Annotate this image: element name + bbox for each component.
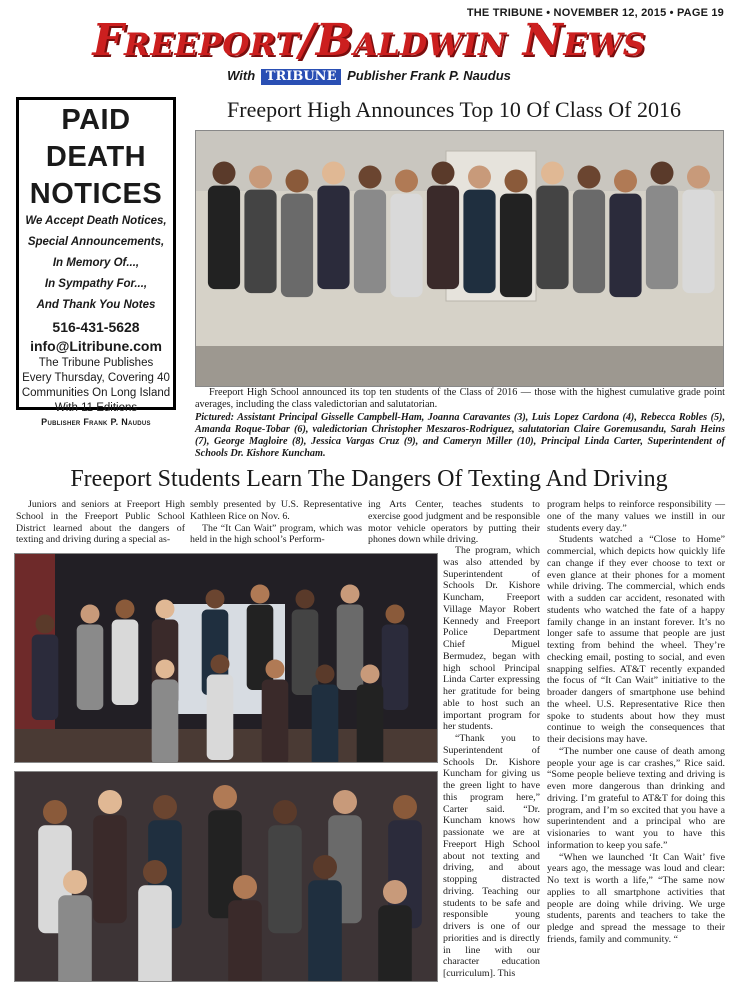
person-figure bbox=[36, 615, 55, 634]
person-figure bbox=[77, 624, 104, 710]
person-figure bbox=[578, 166, 601, 189]
person-figure bbox=[156, 660, 175, 679]
story2-paragraph: “The number one cause of death among people your age is car crashes,” Rice said. “Some people believe texting and driving is even more dangerous than drinking and driving. I’m grateful to AT&T for doing this program, and I’m so excited that you have a superintendent and a principal who are visionaries to want you to have this information to keep you safe.” bbox=[547, 745, 725, 851]
person-figure bbox=[262, 679, 289, 763]
person-figure bbox=[573, 190, 605, 294]
story2-paragraph: “When we launched ‘It Can Wait’ five years ago, the message was loud and clear: No text is worth a life,” “The same now applies to all smartphone activities that people are doing while driving. We urge students, parents and teachers to take the pledge and spread the message to their friends, family and community. “ bbox=[547, 851, 725, 945]
notice-publisher: Publisher Frank P. Naudus bbox=[41, 417, 151, 427]
person-figure bbox=[333, 790, 357, 814]
person-figure bbox=[382, 624, 409, 710]
person-figure bbox=[286, 170, 309, 193]
caption-pictured: Pictured: Assistant Principal Gisselle Campbell-Ham, Joanna Caravantes (3), Luis Lopez Cardona (4), Rebecca Robles (5), Amanda Roque-Tobar (6), valedictorian Christopher Meszaros-Rodriguez, salutatorian Claire Goremusandu, Sarah Heins (7), George Magloire (8), Jessica Vargas Cruz (9), and Cameryn Miller (10), Principal Linda Carter, Superintendent of Schools Dr. Kishore Kuncham. bbox=[195, 411, 725, 460]
person-figure bbox=[116, 600, 135, 619]
notice-publish-info: With 11 Editions bbox=[54, 402, 138, 414]
page-folio: THE TRIBUNE • NOVEMBER 12, 2015 • PAGE 19 bbox=[466, 7, 724, 19]
person-figure bbox=[63, 870, 87, 894]
person-figure bbox=[143, 860, 167, 884]
person-figure bbox=[357, 684, 384, 763]
masthead-title: Freeport/Baldwin News bbox=[92, 15, 646, 66]
person-figure bbox=[609, 194, 641, 298]
person-figure bbox=[98, 790, 122, 814]
person-figure bbox=[81, 605, 100, 624]
person-figure bbox=[395, 170, 418, 193]
person-figure bbox=[386, 605, 405, 624]
person-figure bbox=[651, 162, 674, 185]
tribune-logo: TRIBUNE bbox=[261, 69, 342, 85]
person-figure bbox=[316, 665, 335, 684]
notice-publish-info: Communities On Long Island bbox=[21, 387, 171, 399]
publisher-name: Publisher Frank P. Naudus bbox=[347, 68, 511, 83]
notice-item: In Sympathy For..., bbox=[44, 278, 148, 290]
notice-item: In Memory Of..., bbox=[52, 257, 140, 269]
person-figure bbox=[359, 166, 382, 189]
top-ten-group-photo bbox=[195, 130, 724, 387]
person-figure bbox=[211, 655, 230, 674]
notice-item: And Thank You Notes bbox=[36, 299, 156, 311]
person-figure bbox=[322, 162, 345, 185]
person-figure bbox=[468, 166, 491, 189]
story2-headline: Freeport Students Learn The Dangers Of Texting And Driving bbox=[70, 466, 668, 492]
notice-email: info@Litribune.com bbox=[30, 338, 162, 354]
person-figure bbox=[361, 665, 380, 684]
person-figure bbox=[536, 186, 568, 290]
person-figure bbox=[32, 634, 59, 720]
person-figure bbox=[249, 166, 272, 189]
person-figure bbox=[646, 186, 678, 290]
person-figure bbox=[251, 585, 270, 604]
story2-paragraph: Juniors and seniors at Freeport High School in the Freeport Public School District learned about the dangers of texting and driving during a special as- bbox=[16, 499, 185, 546]
story2-paragraph: program helps to reinforce responsibility — one of the many values we instill in our students every day.” bbox=[547, 499, 725, 534]
person-figure bbox=[228, 900, 262, 982]
person-figure bbox=[393, 795, 417, 819]
person-figure bbox=[505, 170, 528, 193]
person-figure bbox=[427, 186, 459, 290]
person-figure bbox=[112, 619, 139, 705]
person-figure bbox=[273, 800, 297, 824]
audience-photo-illustration bbox=[15, 772, 438, 982]
story2-paragraph: sembly presented by U.S. Representative Kathleen Rice on Nov. 6. bbox=[190, 499, 362, 522]
story1-headline: Freeport High Announces Top 10 Of Class Of 2016 bbox=[227, 97, 681, 122]
notice-heading-1: PAID bbox=[61, 104, 131, 136]
person-figure bbox=[93, 815, 127, 923]
story2-column-4 bbox=[547, 499, 725, 946]
person-figure bbox=[213, 162, 236, 185]
person-figure bbox=[43, 800, 67, 824]
person-figure bbox=[233, 875, 257, 899]
person-figure bbox=[308, 880, 342, 982]
person-figure bbox=[208, 186, 240, 290]
person-figure bbox=[207, 674, 234, 760]
notice-phone: 516-431-5628 bbox=[52, 319, 140, 335]
person-figure bbox=[296, 590, 315, 609]
person-figure bbox=[354, 190, 386, 294]
assembly-photo-illustration bbox=[15, 554, 438, 763]
person-figure bbox=[317, 186, 349, 290]
person-figure bbox=[153, 795, 177, 819]
person-figure bbox=[152, 679, 179, 763]
notice-item: We Accept Death Notices, bbox=[25, 215, 167, 227]
person-figure bbox=[687, 166, 710, 189]
person-figure bbox=[292, 609, 319, 695]
story1-caption bbox=[195, 387, 725, 461]
assembly-group-photo bbox=[14, 553, 438, 763]
notice-publish-info: The Tribune Publishes bbox=[38, 357, 154, 369]
story2-paragraph: The “It Can Wait” program, which was held in the high school’s Perform- bbox=[190, 522, 362, 546]
person-figure bbox=[378, 905, 412, 982]
story2-column-1 bbox=[16, 499, 185, 546]
person-figure bbox=[281, 194, 313, 298]
person-figure bbox=[682, 190, 714, 294]
notice-publish-info: Every Thursday, Covering 40 bbox=[22, 372, 170, 384]
person-figure bbox=[312, 684, 339, 763]
person-figure bbox=[268, 825, 302, 933]
person-figure bbox=[156, 600, 175, 619]
masthead-publisher-line bbox=[0, 68, 738, 85]
story2-paragraph: “Thank you to Superintendent of Schools Dr. Kishore Kuncham for giving us the green light to have this program here,” Carter said. “Dr. Kuncham knows how passionate we are at Freeport High School about not texting and driving, and about stopping distracted driving. Teaching our students to be safe and responsible young drivers is one of our priorities and is directly in line with our character education [curriculum]. This bbox=[443, 733, 540, 979]
person-figure bbox=[213, 785, 237, 809]
story2-column-3 bbox=[443, 545, 540, 980]
caption-lead: Freeport High School announced its top ten students of the Class of 2016 — those with the highest cumulative grade point averages, including the class valedictorian and salutatorian. bbox=[195, 387, 725, 411]
group-photo-illustration bbox=[196, 131, 724, 387]
person-figure bbox=[341, 585, 360, 604]
person-figure bbox=[541, 162, 564, 185]
person-figure bbox=[206, 590, 225, 609]
story2-column-3-top bbox=[368, 499, 540, 546]
person-figure bbox=[266, 660, 285, 679]
person-figure bbox=[313, 855, 337, 879]
person-figure bbox=[138, 885, 172, 982]
person-figure bbox=[432, 162, 455, 185]
story2-paragraph: ing Arts Center, teaches students to exercise good judgment and be responsible motor vehicle operators by putting their phones down while driving. bbox=[368, 499, 540, 546]
person-figure bbox=[463, 190, 495, 294]
person-figure bbox=[500, 194, 532, 298]
students-audience-photo bbox=[14, 771, 438, 982]
notice-item: Special Announcements, bbox=[27, 236, 165, 248]
person-figure bbox=[383, 880, 407, 904]
person-figure bbox=[247, 604, 274, 690]
notice-heading-2: DEATH bbox=[45, 141, 147, 173]
person-figure bbox=[614, 170, 637, 193]
story2-paragraph: The program, which was also attended by Superintendent of Schools Dr. Kishore Kuncham, Freeport Village Mayor Robert Kennedy and Freeport Police Department Chief Miguel Bermudez, began with high school Principal Linda Carter expressing her gratitude for being able to host such an important program for her students. bbox=[443, 545, 540, 733]
person-figure bbox=[390, 194, 422, 298]
person-figure bbox=[58, 895, 92, 982]
paid-death-notices-box bbox=[16, 97, 176, 427]
story2-paragraph: Students watched a “Close to Home” commercial, which depicts how quickly life can change if they ever choose to text or even glance at their phones for a moment while driving. The commercial, which ends with a sudden car accident, resonated with students who watched the fate of a happy family change in an instant forever. It’s no longer safe to assume that people are just texting from behind the wheel. They’re checking email, posting to social, and even snapping selfies. AT&T recently expanded the focus of “It Can Wait” initiative to the broader dangers of smartphone use behind the wheel. U.S. Representative Rice then spoke to students about how they must continue to weigh the consequences that their decisions may have. bbox=[547, 534, 725, 745]
notice-heading-3: NOTICES bbox=[29, 178, 163, 210]
story2-column-2 bbox=[190, 499, 362, 546]
with-prefix: With bbox=[227, 68, 256, 83]
person-figure bbox=[244, 190, 276, 294]
person-figure bbox=[337, 604, 364, 690]
